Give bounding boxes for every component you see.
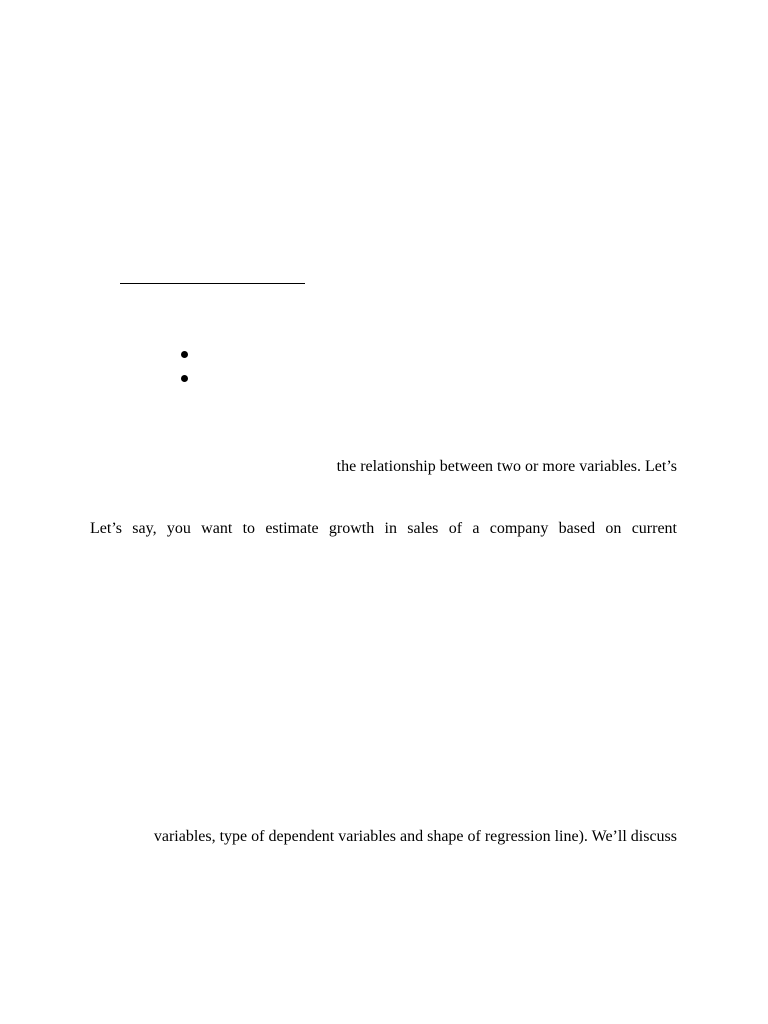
bullet-point — [181, 375, 188, 382]
heading-underline — [120, 283, 305, 284]
text-line-relationship: the relationship between two or more variables. Let’s — [336, 458, 677, 475]
text-line-sales-growth: Let’s say, you want to estimate growth in sales of a company based on current — [90, 520, 677, 537]
text-line-regression-types: variables, type of dependent variables and shape of regression line). We’ll discuss — [153, 828, 677, 845]
bullet-point — [181, 351, 188, 358]
